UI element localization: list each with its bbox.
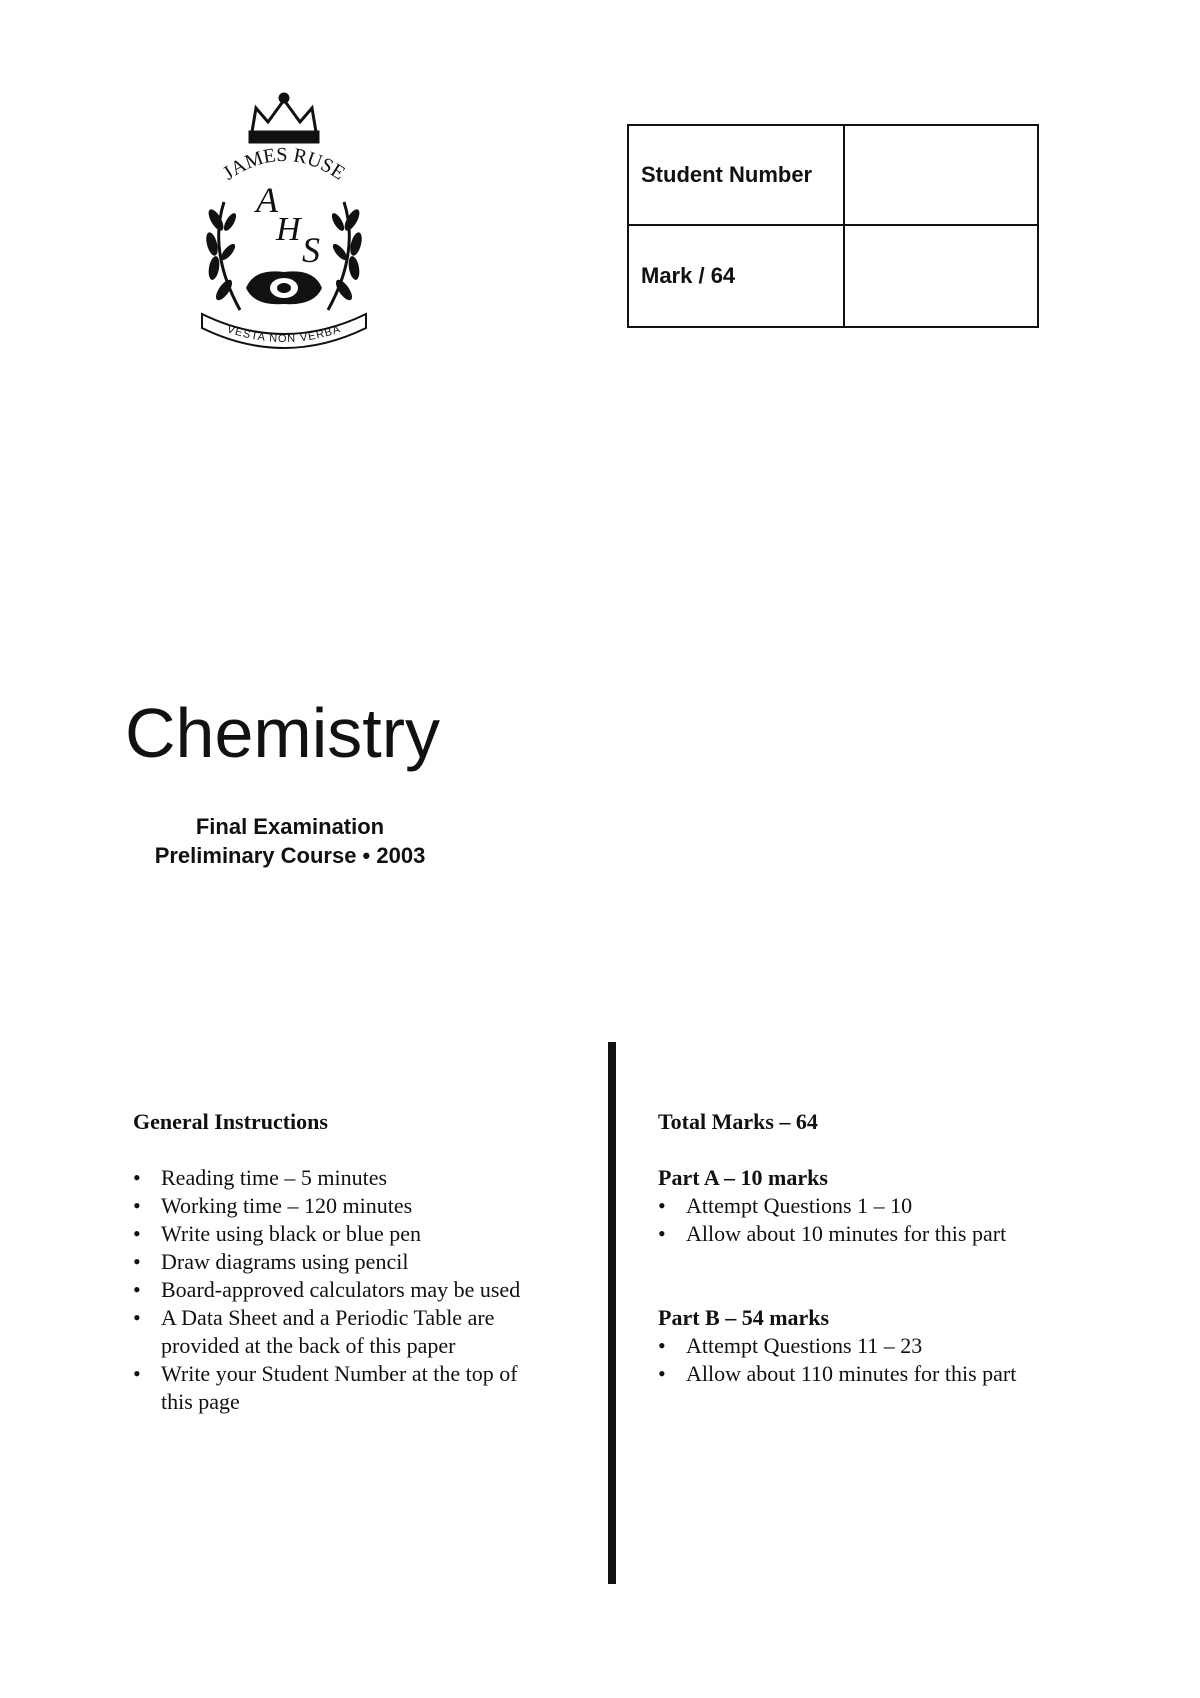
list-item: • Attempt Questions 1 – 10 <box>658 1192 1128 1220</box>
list-item: • Board-approved calculators may be used <box>133 1276 593 1304</box>
mark-field[interactable] <box>845 226 1037 326</box>
motto-ribbon <box>202 314 366 348</box>
list-item: • Allow about 110 minutes for this part <box>658 1360 1128 1388</box>
column-divider <box>608 1042 616 1584</box>
crest-school-name: JAMES RUSE <box>219 143 349 185</box>
svg-text:S: S <box>302 230 320 270</box>
student-id-table <box>627 124 1039 328</box>
school-crest-logo <box>194 92 374 354</box>
student-number-field[interactable] <box>845 126 1037 226</box>
mark-label: Mark / 64 <box>629 226 845 326</box>
part-a-list <box>658 1192 1128 1248</box>
crown-icon <box>250 94 318 142</box>
svg-text:A: A <box>256 180 278 220</box>
subject-title: Chemistry <box>125 694 441 772</box>
list-item: • Reading time – 5 minutes <box>133 1164 593 1192</box>
total-marks: Total Marks – 64 <box>658 1109 818 1134</box>
student-number-label: Student Number <box>629 126 845 226</box>
list-item: • Allow about 10 minutes for this part <box>658 1220 1128 1248</box>
part-b-heading: Part B – 54 marks <box>658 1305 830 1330</box>
crest-motto: VESTA NON VERBA <box>225 323 343 346</box>
list-item: • Write using black or blue pen <box>133 1220 593 1248</box>
exam-name: Final Examination <box>195 814 385 839</box>
general-instructions <box>133 1108 593 1416</box>
list-item: • Attempt Questions 11 – 23 <box>658 1332 1128 1360</box>
general-instructions-heading: General Instructions <box>133 1109 328 1134</box>
instructions-list <box>133 1164 593 1416</box>
exam-subtitle <box>120 812 460 870</box>
part-a-heading: Part A – 10 marks <box>658 1165 828 1190</box>
lamp-icon <box>246 271 322 304</box>
list-item: • A Data Sheet and a Periodic Table are provided at the back of this paper <box>133 1304 531 1360</box>
part-b-list <box>658 1332 1128 1388</box>
course-year: Preliminary Course • 2003 <box>154 843 426 868</box>
list-item: • Write your Student Number at the top of this page <box>133 1360 541 1416</box>
marks-allocation <box>658 1108 1128 1388</box>
svg-text:H: H <box>276 211 301 248</box>
list-item: • Draw diagrams using pencil <box>133 1248 593 1276</box>
list-item: • Working time – 120 minutes <box>133 1192 593 1220</box>
